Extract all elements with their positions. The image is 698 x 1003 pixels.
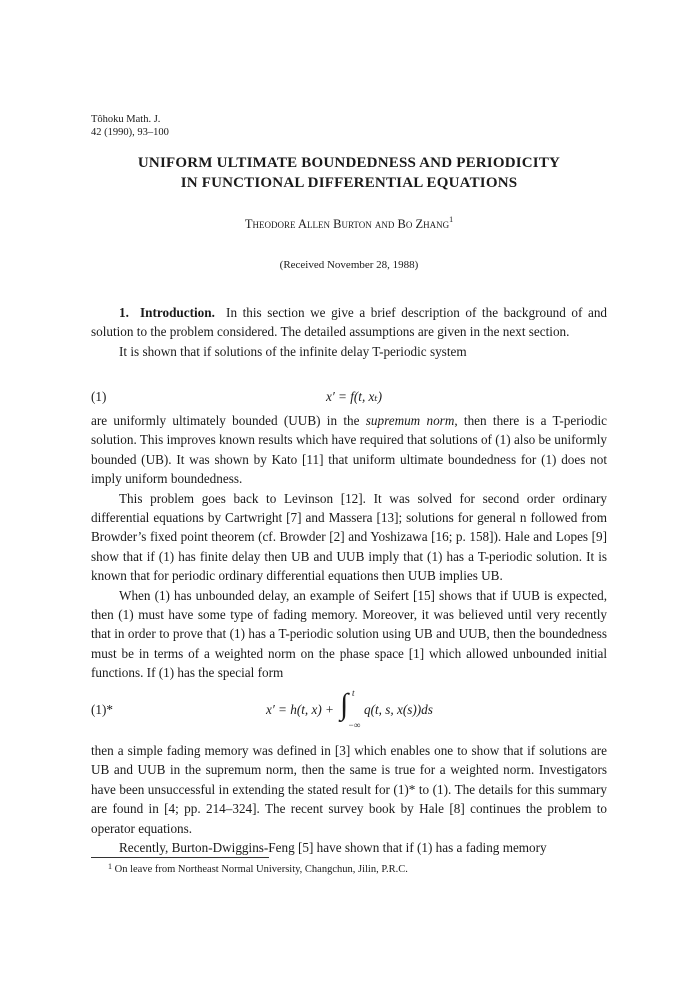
journal-volume: 42 (1990), 93–100	[91, 126, 169, 138]
closing-paragraph-block	[91, 741, 607, 857]
intro-text: In this section we give a brief description of the background of and solution to the problem considered. The detailed assumptions are given in the next section.	[91, 305, 608, 340]
intro-paragraph-block	[91, 303, 607, 361]
equation-1star-integrand: q(t, s, x(s))ds	[364, 702, 433, 717]
intro-paragraph-1	[91, 303, 607, 342]
author-footnote-mark: 1	[449, 215, 454, 224]
paragraph-fading-memory: then a simple fading memory was defined in [3] which enables one to show that if solutions are UB and UUB in the supremum norm, then the same is true for a weighted norm. Investigators have been unsuccessful in extending the stated result for (1)* to (1). The details for this summary are found in [4; pp. 214–324]. The recent survey book by Hale [8] continues the problem to operator equations.	[91, 743, 607, 836]
journal-name: Tôhoku Math. J.	[91, 114, 161, 125]
paragraph-uub-part-a: are uniformly ultimately bounded (UUB) in the	[91, 413, 360, 428]
journal-citation	[91, 114, 169, 139]
footnote-mark: 1	[108, 862, 112, 871]
authors	[0, 217, 698, 232]
footnote-text: On leave from Northeast Normal University, Changchun, Jilin, P.R.C.	[114, 864, 408, 875]
equation-1-lhs: x′ =	[326, 389, 347, 404]
footnote-divider	[91, 857, 269, 858]
equation-1star	[266, 690, 486, 730]
equation-1star-label: (1)*	[91, 702, 113, 717]
paper-title-line-2: IN FUNCTIONAL DIFFERENTIAL EQUATIONS	[180, 175, 518, 191]
paragraph-uub	[91, 411, 607, 489]
intro-paragraph-2: It is shown that if solutions of the infinite delay T-periodic system	[119, 343, 467, 359]
integral-lower-limit: −∞	[348, 720, 361, 730]
received-date: (Received November 28, 1988)	[279, 259, 419, 271]
equation-1	[326, 389, 382, 405]
equation-1-label: (1)	[91, 389, 107, 404]
section-number: 1.	[119, 305, 129, 320]
integral-upper-limit: t	[352, 688, 355, 698]
paragraph-uub-emphasis: supremum norm	[365, 413, 455, 428]
equation-1-rhs: f(t, xₜ)	[350, 389, 383, 404]
paper-title-line-1: UNIFORM ULTIMATE BOUNDEDNESS AND PERIODICITY	[137, 155, 561, 171]
paragraph-recent-results: Recently, Burton-Dwiggins-Feng [5] have shown that if (1) has a fading memory	[119, 840, 547, 856]
paragraph-levinson: This problem goes back to Levinson [12]. It was solved for second order ordinary differential equations by Cartwright [7] and Massera [13]; solutions for general n followed from Browder’s fixed point theorem (cf. Browder [2] and Yoshizawa [16; p. 158]). Hale and Lopes [9] show that if (1) has finite delay then UB and UUB imply that (1) has a T-periodic solution. It is known that for periodic ordinary differential equations then UUB implies UB.	[91, 490, 607, 584]
paragraph-unbounded-delay: When (1) has unbounded delay, an example of Seifert [15] shows that if UUB is expected, then (1) must have some type of fading memory. Moreover, it was believed until very recently that in order to prove that (1) has a T-periodic solution using UB and UUB, then the boundedness must be in terms of a weighted norm on the phase space [1] which allowed unbounded initial functions. If (1) has the special form	[91, 587, 607, 681]
footnote	[108, 864, 408, 875]
paragraph-uub-part-b: , then there is a T-periodic solution. This improves known results which have required that solutions of (1) also be uniformly bounded (UB). It was shown by Kato [11] that uniform ultimate boundedness for (1) does not imply uniform boundedness.	[91, 413, 607, 487]
body-paragraph-block	[91, 411, 607, 683]
section-title: Introduction.	[140, 305, 215, 320]
author-names: Theodore Allen Burton and Bo Zhang	[244, 217, 450, 231]
integral-sign-icon: ∫	[340, 688, 349, 721]
equation-1star-lhs: x′ = h(t, x) +	[266, 702, 334, 717]
